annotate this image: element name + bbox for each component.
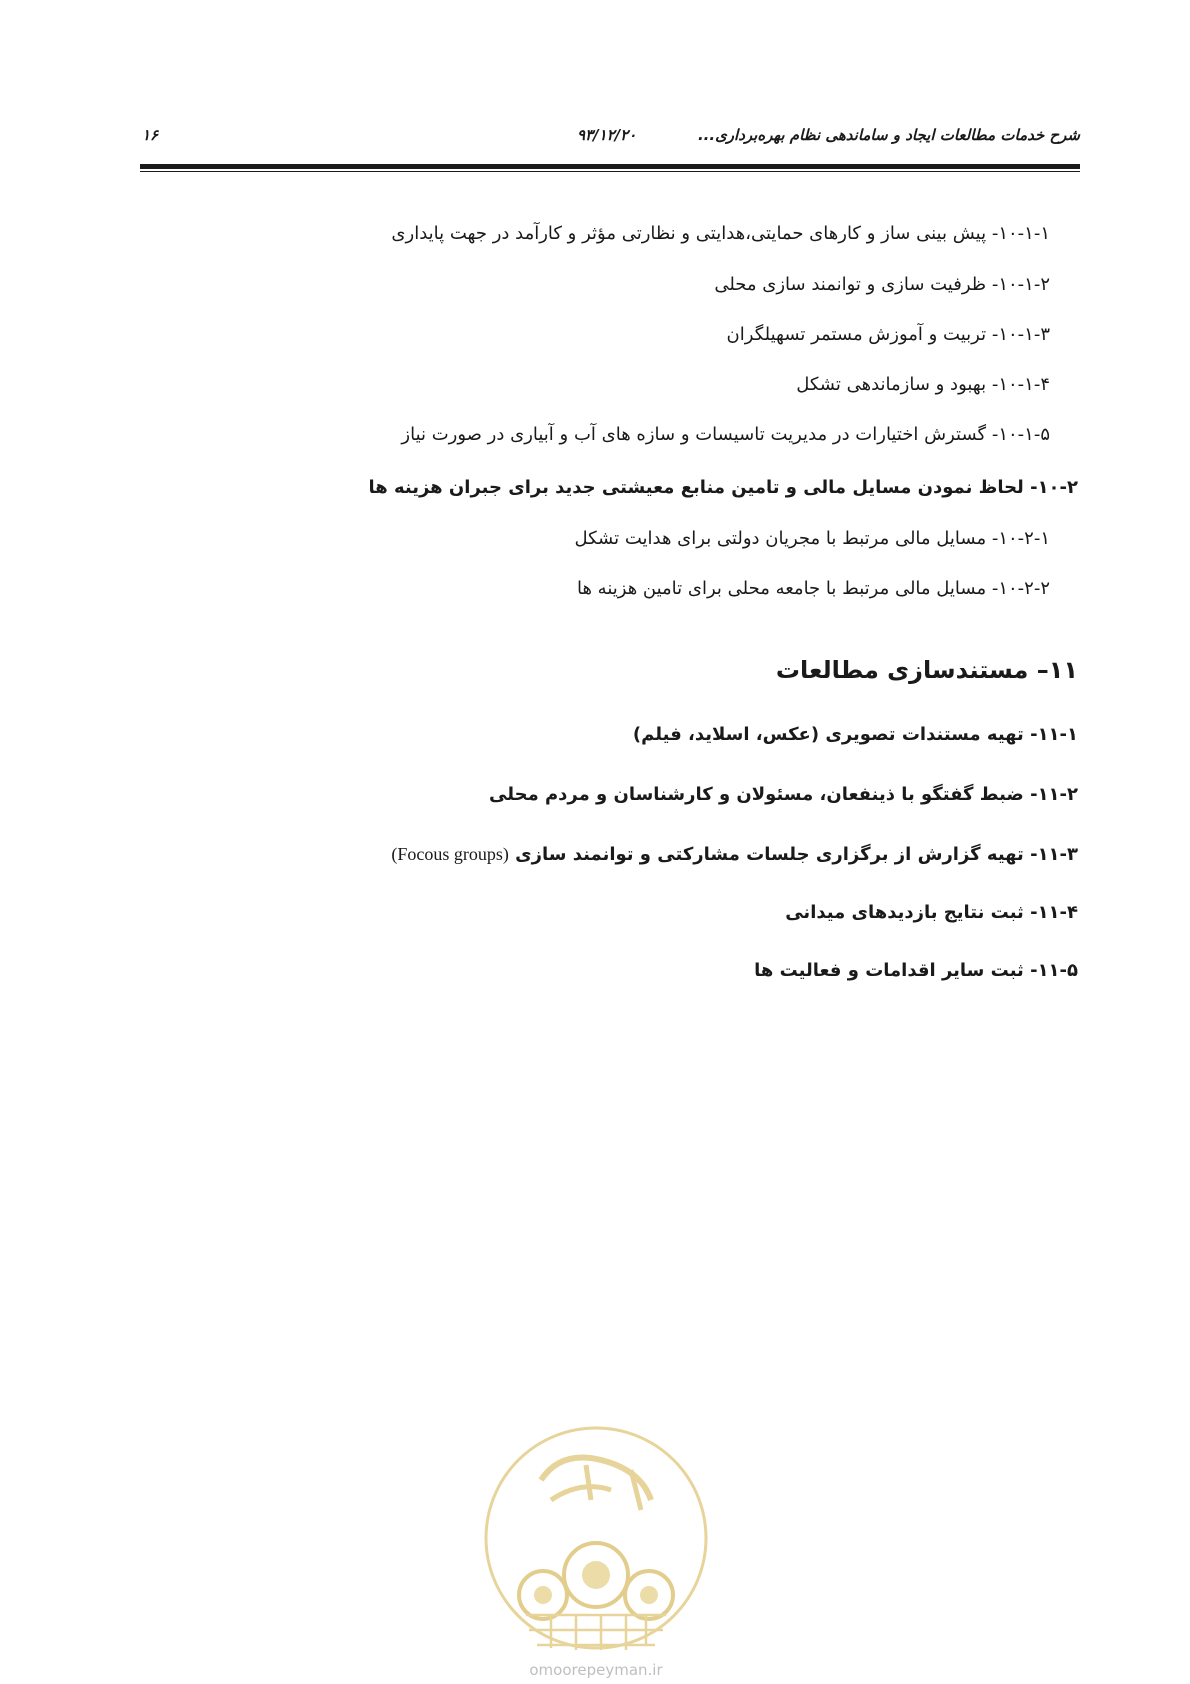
- list-item-10-1-2: ۱۰-۱-۲- ظرفیت سازی و توانمند سازی محلی: [714, 274, 1050, 295]
- list-item-10-1-4: ۱۰-۱-۴- بهبود و سازماندهی تشکل: [796, 374, 1050, 395]
- list-item-11-4: ۱۱-۴- ثبت نتایج بازدیدهای میدانی: [785, 902, 1078, 923]
- header-date: ۹۳/۱۲/۲۰: [577, 126, 637, 144]
- header-title: شرح خدمات مطالعات ایجاد و ساماندهی نظام بهره‌برداری...: [697, 126, 1080, 144]
- list-item-11-5: ۱۱-۵- ثبت سایر اقدامات و فعالیت ها: [754, 960, 1078, 981]
- list-item-10-1-5: ۱۰-۱-۵- گسترش اختیارات در مدیریت تاسیسات و سازه های آب و آبیاری در صورت نیاز: [401, 424, 1050, 445]
- list-item-11-2: ۱۱-۲- ضبط گفتگو با ذینفعان، مسئولان و کارشناسان و مردم محلی: [489, 784, 1078, 805]
- list-item-10-1-1: ۱۰-۱-۱- پیش بینی ساز و کارهای حمایتی،هدایتی و نظارتی مؤثر و کارآمد در جهت پایداری: [391, 223, 1050, 244]
- page-number: ۱۶: [142, 126, 159, 144]
- header-rule-thick: [140, 164, 1080, 169]
- heading-10-2: ۱۰-۲- لحاظ نمودن مسایل مالی و تامین منابع معیشتی جدید برای جبران هزینه ها: [368, 477, 1078, 498]
- list-item-10-2-2: ۱۰-۲-۲- مسایل مالی مرتبط با جامعه محلی برای تامین هزینه ها: [576, 578, 1050, 599]
- list-item-10-2-1: ۱۰-۲-۱- مسایل مالی مرتبط با مجریان دولتی برای هدایت تشکل: [574, 528, 1050, 549]
- list-item-11-1: ۱۱-۱- تهیه مستندات تصویری (عکس، اسلاید، فیلم): [632, 724, 1078, 745]
- section-11-title: ۱۱– مستندسازی مطالعات: [775, 656, 1078, 684]
- list-item-11-3-text: ۱۱-۳- تهیه گزارش از برگزاری جلسات مشارکتی و توانمند سازی: [515, 844, 1078, 865]
- watermark-logo: [481, 1420, 711, 1680]
- header-rule-thin: [140, 171, 1080, 172]
- page-header: [140, 126, 1080, 156]
- list-item-11-3-latin: (Focous groups): [391, 844, 509, 864]
- watermark-site: omoorepeyman.ir: [529, 1661, 663, 1679]
- list-item-11-3: [391, 841, 1078, 868]
- list-item-10-1-3: ۱۰-۱-۳- تربیت و آموزش مستمر تسهیلگران: [726, 324, 1050, 345]
